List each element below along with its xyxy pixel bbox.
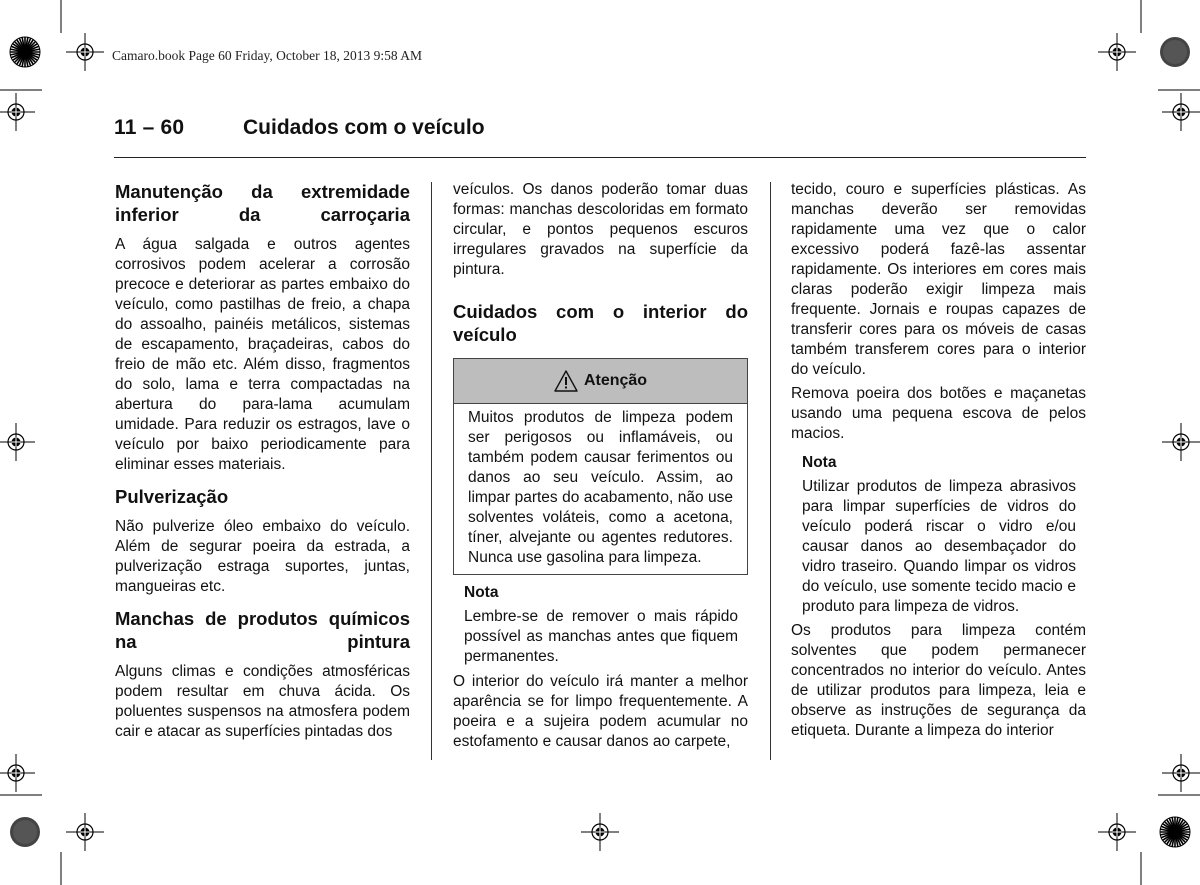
paragraph-stain-forms: veículos. Os danos poderão tomar duas formas: manchas descoloridas em formato circular, e pontos pequenos escuros irregulares gravados na superfície da pintura. (453, 181, 748, 278)
corner-star-top-left (10, 37, 40, 67)
column-3 (791, 180, 1086, 741)
paragraph-underbody: A água salgada e outros agentes corrosivos podem acelerar a corrosão precoce e deteriorar as partes embaixo do veículo, como pastilhas de freio, a chapa do assoalho, painéis metálicos, sistemas de escapamento, braçadeiras, cabos do freio de mão etc. Além disso, fragmentos do solo, lama e terra compactadas na abertura do para-lama acumulam umidade. Para reduzir os estragos, lave o veículo por baixo periodicamente para eliminar esses materiais. (115, 236, 410, 473)
column-2 (453, 180, 748, 752)
crosshair-right-bottom (1162, 754, 1200, 792)
heading-pulverizacao: Pulverização (115, 486, 229, 507)
crosshair-top-right (1098, 33, 1136, 71)
note-text: Lembre-se de remover o mais rápido possível as manchas antes que fiquem permanentes. (464, 608, 738, 665)
crosshair-bottom-left (66, 813, 104, 851)
note-text-glass: Utilizar produtos de limpeza abrasivos para limpar superfícies de vidros do veículo poderá riscar o vidro e/ou causar danos ao desembaçador do vidro traseiro. Quando limpar os vidros do veículo, use somente tecido macio e produto para limpeza de vidros. (802, 478, 1076, 615)
paragraph-pulverizacao: Não pulverize óleo embaixo do veículo. Além de segurar poeira da estrada, a pulverização estraga suportes, juntas, mangueiras etc. (115, 518, 410, 595)
paragraph-stain-removal: tecido, couro e superfícies plásticas. As manchas deverão ser removidas rapidamente uma vez que o calor excessivo poderá fazê-las assentar rapidamente. Os interiores em cores mais claras poderão exigir limpeza mais frequente. Jornais e roupas capazes de transferir cores para os móveis de casas também transferem cores para o interior do veículo. (791, 181, 1086, 378)
crosshair-top-left (66, 33, 104, 71)
corner-star-bottom-right (1160, 817, 1190, 847)
crosshair-left-bottom (0, 754, 35, 792)
note-title: Nota (464, 584, 499, 601)
crosshair-left-mid (0, 423, 35, 461)
crosshair-left-top (0, 93, 35, 131)
page-number: 11 – 60 (114, 116, 185, 139)
warning-header (454, 359, 747, 404)
note-box (453, 583, 748, 667)
column-1 (115, 180, 410, 742)
heading-underbody: Manutenção da extremidade inferior da carroçaria (115, 181, 410, 225)
header-rule (114, 157, 1086, 158)
corner-dot-top-right (1160, 37, 1190, 67)
note-title-glass: Nota (802, 454, 837, 471)
warning-title: Atenção (583, 372, 648, 389)
heading-interior-care: Cuidados com o interior do veículo (453, 301, 748, 345)
crosshair-right-top (1162, 93, 1200, 131)
corner-dot-bottom-left (10, 817, 40, 847)
print-slug: Camaro.book Page 60 Friday, October 18, 2013 9:58 AM (112, 48, 422, 63)
heading-chemical-stains: Manchas de produtos químicos na pintura (115, 608, 410, 652)
warning-box (453, 358, 748, 575)
warning-triangle-icon (554, 370, 578, 392)
crosshair-right-mid (1162, 423, 1200, 461)
paragraph-interior: O interior do veículo irá manter a melhor aparência se for limpo frequentemente. A poeira e a sujeira podem acumular no estofamento e causar danos ao carpete, (453, 673, 748, 750)
column-divider-2 (770, 182, 771, 760)
crosshair-bottom-right (1098, 813, 1136, 851)
note-box-glass (791, 453, 1086, 617)
paragraph-chemical-stains: Alguns climas e condições atmosféricas podem resultar em chuva ácida. Os poluentes suspensos na atmosfera podem cair e atacar as superfícies pintadas dos (115, 663, 410, 740)
warning-text: Muitos produtos de limpeza podem ser perigosos ou inflamáveis, ou também podem causar ferimentos ou danos ao seu veículo. Assim, ao limpar partes do acabamento, não use solventes voláteis, como a acetona, tíner, alvejante ou agentes redutores. Nunca use gasolina para limpeza. (468, 409, 733, 566)
paragraph-cleaning-products: Os produtos para limpeza contém solventes que podem permanecer concentrados no interior do veículo. Antes de utilizar produtos para limpeza, leia e observe as instruções de segurança da etiqueta. Durante a limpeza do interior (791, 622, 1086, 739)
paragraph-dust-removal: Remova poeira dos botões e maçanetas usando uma pequena escova de pelos macios. (791, 385, 1086, 442)
column-divider-1 (431, 182, 432, 760)
page-title: Cuidados com o veículo (243, 116, 485, 139)
crosshair-bottom-center (581, 813, 619, 851)
